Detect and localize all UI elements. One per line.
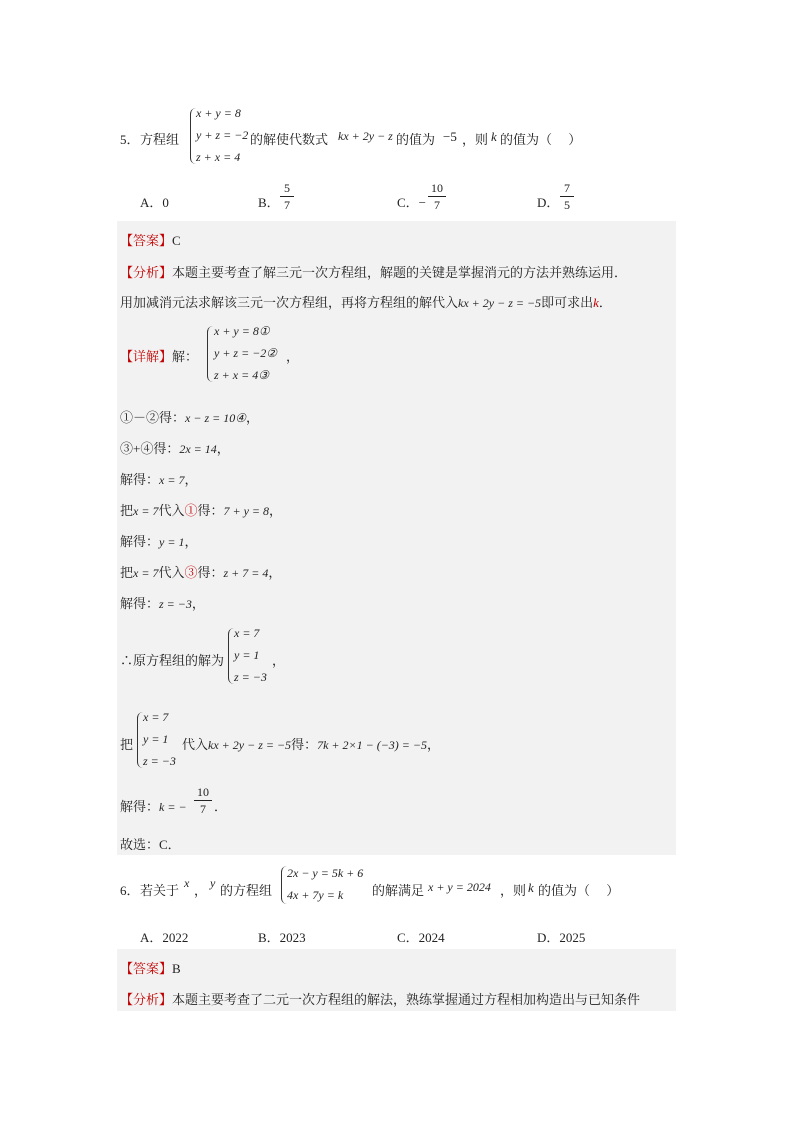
s5-analysis-line1: 【分析】本题主要考查了解三元一次方程组，解题的关键是掌握消元的方法并熟练运用． [120,265,628,280]
s5-step9-rest: 代入kx + 2y − z = −5得：7k + 2×1 − (−3) = −5， [182,737,440,752]
s5-detail-eq3: z + x = 4③ [214,368,269,382]
q5-expression: kx + 2y − z [338,129,393,143]
s5-step3: 解得：x = 7， [120,472,198,487]
s6-analysis-line1: 【分析】本题主要考查了二元一次方程组的解法，熟练掌握通过方程相加构造出与已知条件 [120,992,641,1007]
s5-conclusion: 故选：C． [120,837,181,852]
q5-value: −5 [443,129,457,144]
q6-option-a[interactable]: A．2022 [140,930,189,945]
s5-step9-label: 把 [120,737,134,752]
q5-option-b[interactable]: B． [258,195,280,210]
s5-detail-tag: 【详解】解： [120,349,199,364]
q5-option-d-fraction: 7 5 [560,181,574,212]
s5-detail-eq1: x + y = 8① [214,324,270,338]
q6-number: 6． [120,883,140,898]
q6-option-c[interactable]: C．2024 [397,930,445,945]
q5-stem-a: 方程组 [140,132,180,147]
s5-analysis-line2: 用加减消元法求解该三元一次方程组，再将方程组的解代入kx + 2y − z = −5即可求出k． [120,295,612,310]
q6-stem-a: 若关于 [140,883,180,898]
s6-answer-line: 【答案】B [120,961,181,976]
q6-stem-e: 的值为（ ） [538,883,620,898]
q5-system-eq3: z + x = 4 [196,150,241,164]
q5-stem-e: 的值为（ ） [500,132,582,147]
q5-number: 5． [120,132,140,147]
q5-option-b-fraction: 5 7 [280,181,294,212]
s5-step2: ③+④得：2x = 14， [120,441,230,456]
s5-detail-brace [207,326,213,382]
q5-stem-b: 的解使代数式 [250,132,329,147]
q5-option-c-fraction: 10 7 [428,181,446,212]
q6-condition: x + y = 2024 [428,880,491,894]
s5-step1: ①－②得：x − z = 10④， [120,410,259,425]
q6-stem-c: 的解满足 [372,883,425,898]
q5-system-eq2: y + z = −2 [196,128,249,142]
s5-step5: 解得：y = 1， [120,534,198,549]
q6-system-eq2: 4x + 7y = k [287,888,344,902]
q6-option-d[interactable]: D．2025 [537,930,586,945]
s5-step6: 把x = 7代入③得：z + 7 = 4， [120,565,282,580]
q6-option-b[interactable]: B．2023 [258,930,306,945]
q5-option-d[interactable]: D． [537,195,560,210]
answer-value: C [172,233,181,248]
s5-step4: 把x = 7代入①得：7 + y = 8， [120,503,283,518]
q5-stem-d: ，则 [462,132,489,147]
q5-option-a[interactable]: A．0 [140,195,169,210]
q5-system-eq1: x + y = 8 [196,106,241,120]
q5-stem-c: 的值为 [396,132,436,147]
q6-stem-b: 的方程组 [220,883,273,898]
s5-step10-fraction: 10 7 [194,785,212,816]
q5-k: k [491,129,497,144]
s5-step10: 解得：k = − [120,799,187,814]
s5-detail-eq2: y + z = −2② [214,346,278,360]
s5-step7: 解得：z = −3， [120,596,205,611]
answer-tag: 【答案】 [120,233,173,248]
s5-step8-label: ∴原方程组的解为 [120,653,225,668]
q5-option-c[interactable]: C．− [397,195,427,210]
s5-answer-line [120,230,181,249]
analysis-tag: 【分析】 [120,265,173,280]
q6-system-eq1: 2x − y = 5k + 6 [287,866,364,880]
solution-5-panel [117,221,676,855]
